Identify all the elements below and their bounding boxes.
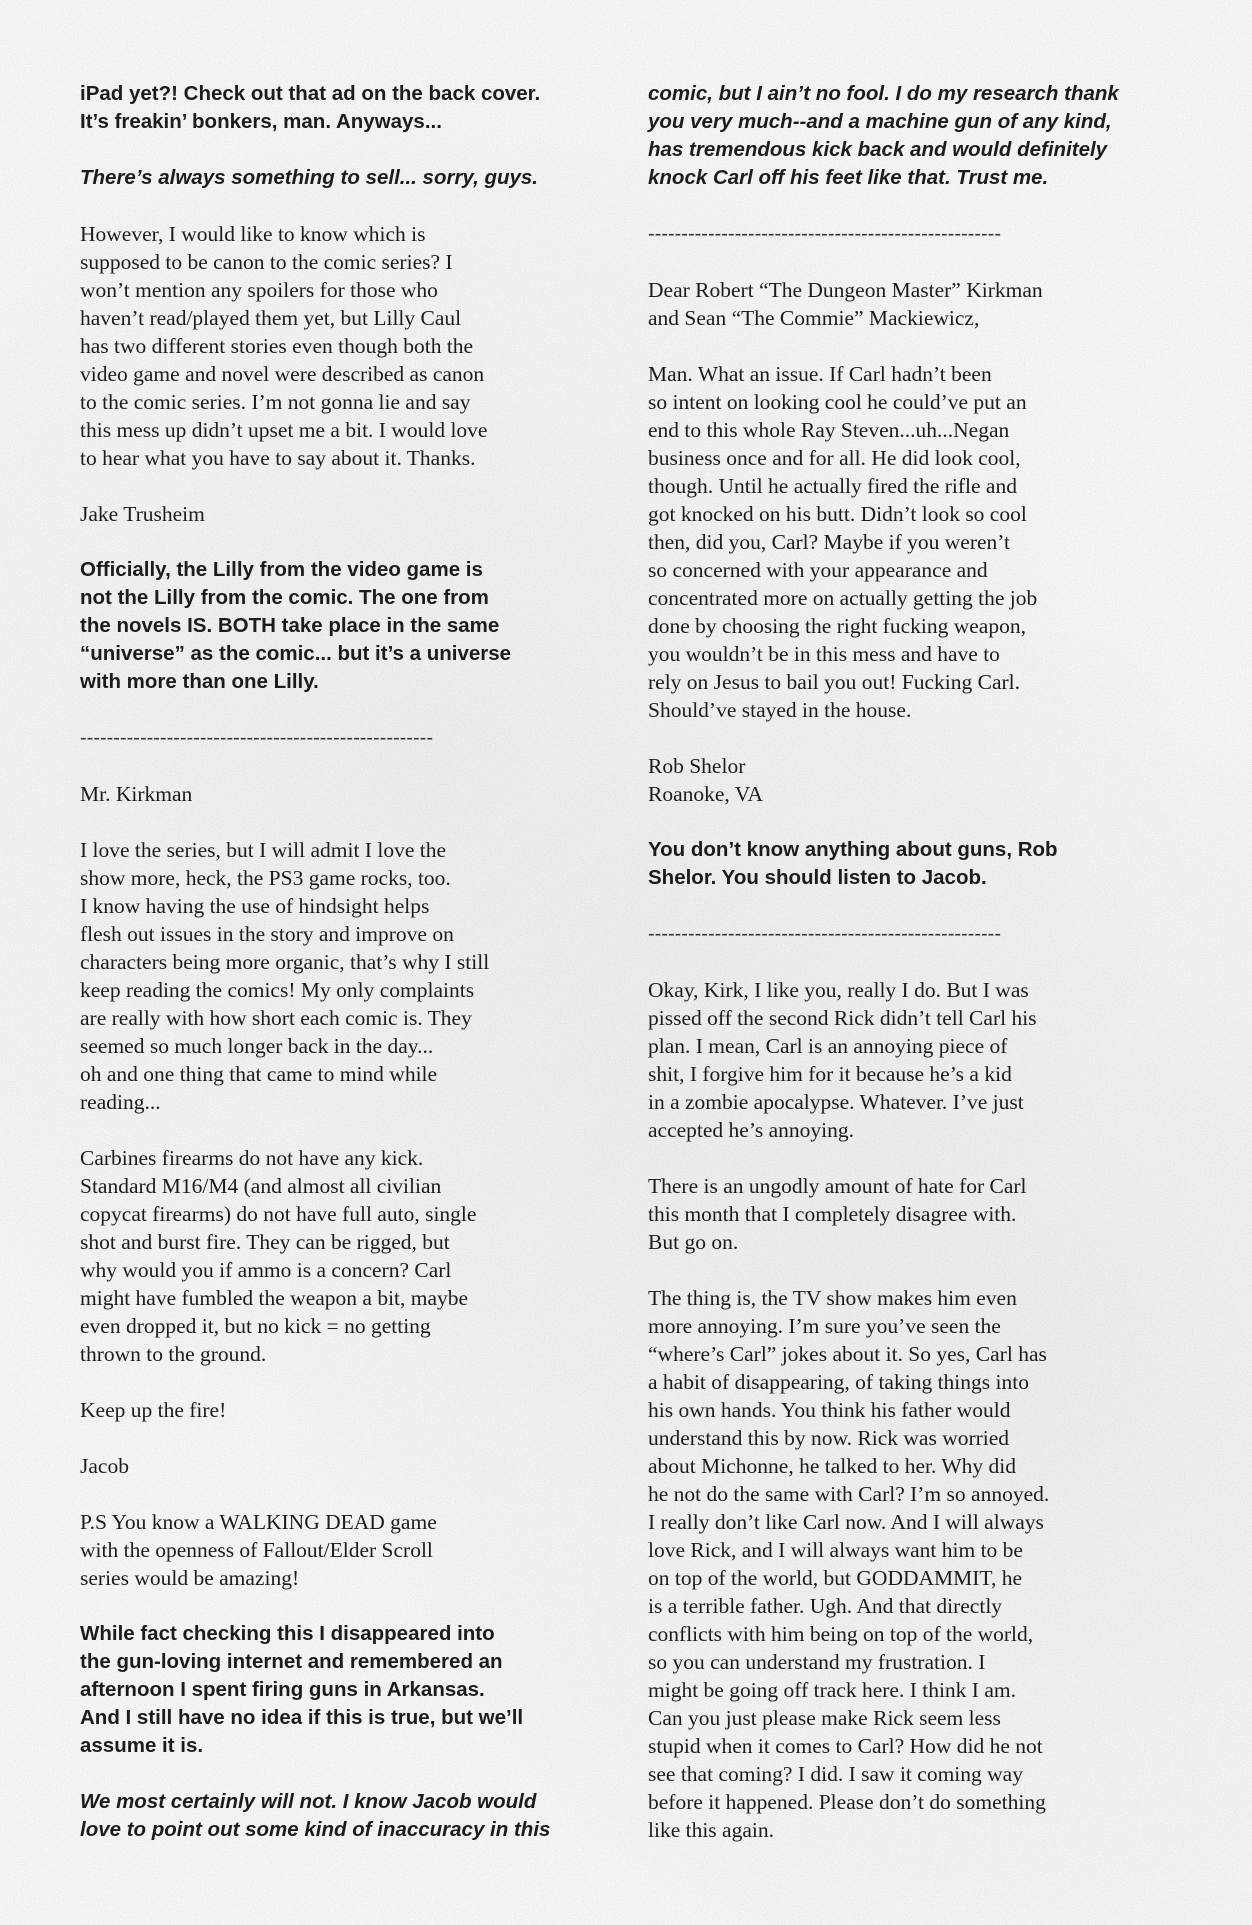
letter-body: Okay, Kirk, I like you, really I do. But I was pissed off the second Rick didn’t tell Carl his plan. I mean, Carl is an annoying piece of shit, I forgive him for it because he’s a kid in a zombie apocalypse. Whatever. I’ve just accepted he’s annoying.	[648, 978, 1037, 1142]
letter-separator: -----------------------------------------------------	[648, 223, 1001, 245]
letter-postscript: P.S You know a WALKING DEAD game with the openness of Fallout/Elder Scroll series would be amazing!	[80, 1510, 437, 1590]
letter-signature: Jake Trusheim	[80, 502, 205, 526]
letter-body: Keep up the fire!	[80, 1398, 227, 1422]
letter-body: The thing is, the TV show makes him even more annoying. I’m sure you’ve seen the “where’s Carl” jokes about it. So yes, Carl has a habit of disappearing, of taking things into his own hands. You think his father would understand this by now. Rick was worried about Michonne, he talked to her. Why did he not do the same with Carl? I’m so annoyed. I really don’t like Carl now. And I will always love Rick, and I will always want him to be on top of the world, but GODDAMMIT, he is a terrible father. Ugh. And that directly conflicts with him being on top of the world, so you can understand my frustration. I might be going off track here. I think I am. Can you just please make Rick seem less stupid when it comes to Carl? How did he not see that coming? I did. I saw it coming way before it happened. Please don’t do something like this again.	[648, 1286, 1050, 1842]
reply-italic-text: comic, but I ain’t no fool. I do my research thank you very much--and a machine gun of any kind, has tremendous kick back and would definitely knock Carl off his feet like that. Trust me.	[648, 82, 1119, 189]
left-column	[80, 80, 600, 1872]
letter-signature: Jacob	[80, 1454, 129, 1478]
right-column	[648, 80, 1176, 1872]
letter-body: Carbines firearms do not have any kick. Standard M16/M4 (and almost all civilian copycat firearms) do not have full auto, single shot and burst fire. They can be rigged, but why would you if ammo is a concern? Carl might have fumbled the weapon a bit, maybe even dropped it, but no kick = no getting thrown to the ground.	[80, 1146, 477, 1366]
letter-salutation: Dear Robert “The Dungeon Master” Kirkman and Sean “The Commie” Mackiewicz,	[648, 278, 1043, 330]
reply-text: Officially, the Lilly from the video game is not the Lilly from the comic. The one from the novels IS. BOTH take place in the same “universe” as the comic... but it’s a universe with more than one Lilly.	[80, 558, 512, 693]
reply-italic-text: We most certainly will not. I know Jacob would love to point out some kind of inaccuracy in this	[80, 1790, 551, 1841]
letter-body: However, I would like to know which is supposed to be canon to the comic series? I won’t mention any spoilers for those who haven’t read/played them yet, but Lilly Caul has two different stories even though both the video game and novel were described as canon to the comic series. I’m not gonna lie and say this mess up didn’t upset me a bit. I would love to hear what you have to say about it. Thanks.	[80, 222, 488, 470]
reply-text: There is an ungodly amount of hate for Carl this month that I completely disagree with. But go on.	[648, 1174, 1027, 1254]
letter-body: Man. What an issue. If Carl hadn’t been so intent on looking cool he could’ve put an end to this whole Ray Steven...uh...Negan business once and for all. He did look cool, though. Until he actually fired the rifle and got knocked on his butt. Didn’t look so cool then, did you, Carl? Maybe if you weren’t so concerned with your appearance and concentrated more on actually getting the job done by choosing the right fucking weapon, you wouldn’t be in this mess and have to rely on Jesus to bail you out! Fucking Carl. Should’ve stayed in the house.	[648, 362, 1038, 722]
reply-text: You don’t know anything about guns, Rob Shelor. You should listen to Jacob.	[648, 838, 1058, 889]
letter-salutation: Mr. Kirkman	[80, 782, 193, 806]
letter-separator: -----------------------------------------------------	[648, 923, 1001, 945]
reply-italic-text: There’s always something to sell... sorry, guys.	[80, 166, 538, 189]
reply-text: iPad yet?! Check out that ad on the back cover. It’s freakin’ bonkers, man. Anyways...	[80, 82, 541, 133]
letter-body: I love the series, but I will admit I love the show more, heck, the PS3 game rocks, too. I know having the use of hindsight helps flesh out issues in the story and improve on characters being more organic, that’s why I still keep reading the comics! My only complaints are really with how short each comic is. They seemed so much longer back in the day... oh and one thing that came to mind while reading...	[80, 838, 490, 1114]
letter-separator: -----------------------------------------------------	[80, 727, 433, 749]
letter-signature: Rob Shelor Roanoke, VA	[648, 754, 764, 806]
reply-text: While fact checking this I disappeared into the gun-loving internet and remembered an afternoon I spent firing guns in Arkansas. And I still have no idea if this is true, but we’ll assume it is.	[80, 1622, 524, 1757]
